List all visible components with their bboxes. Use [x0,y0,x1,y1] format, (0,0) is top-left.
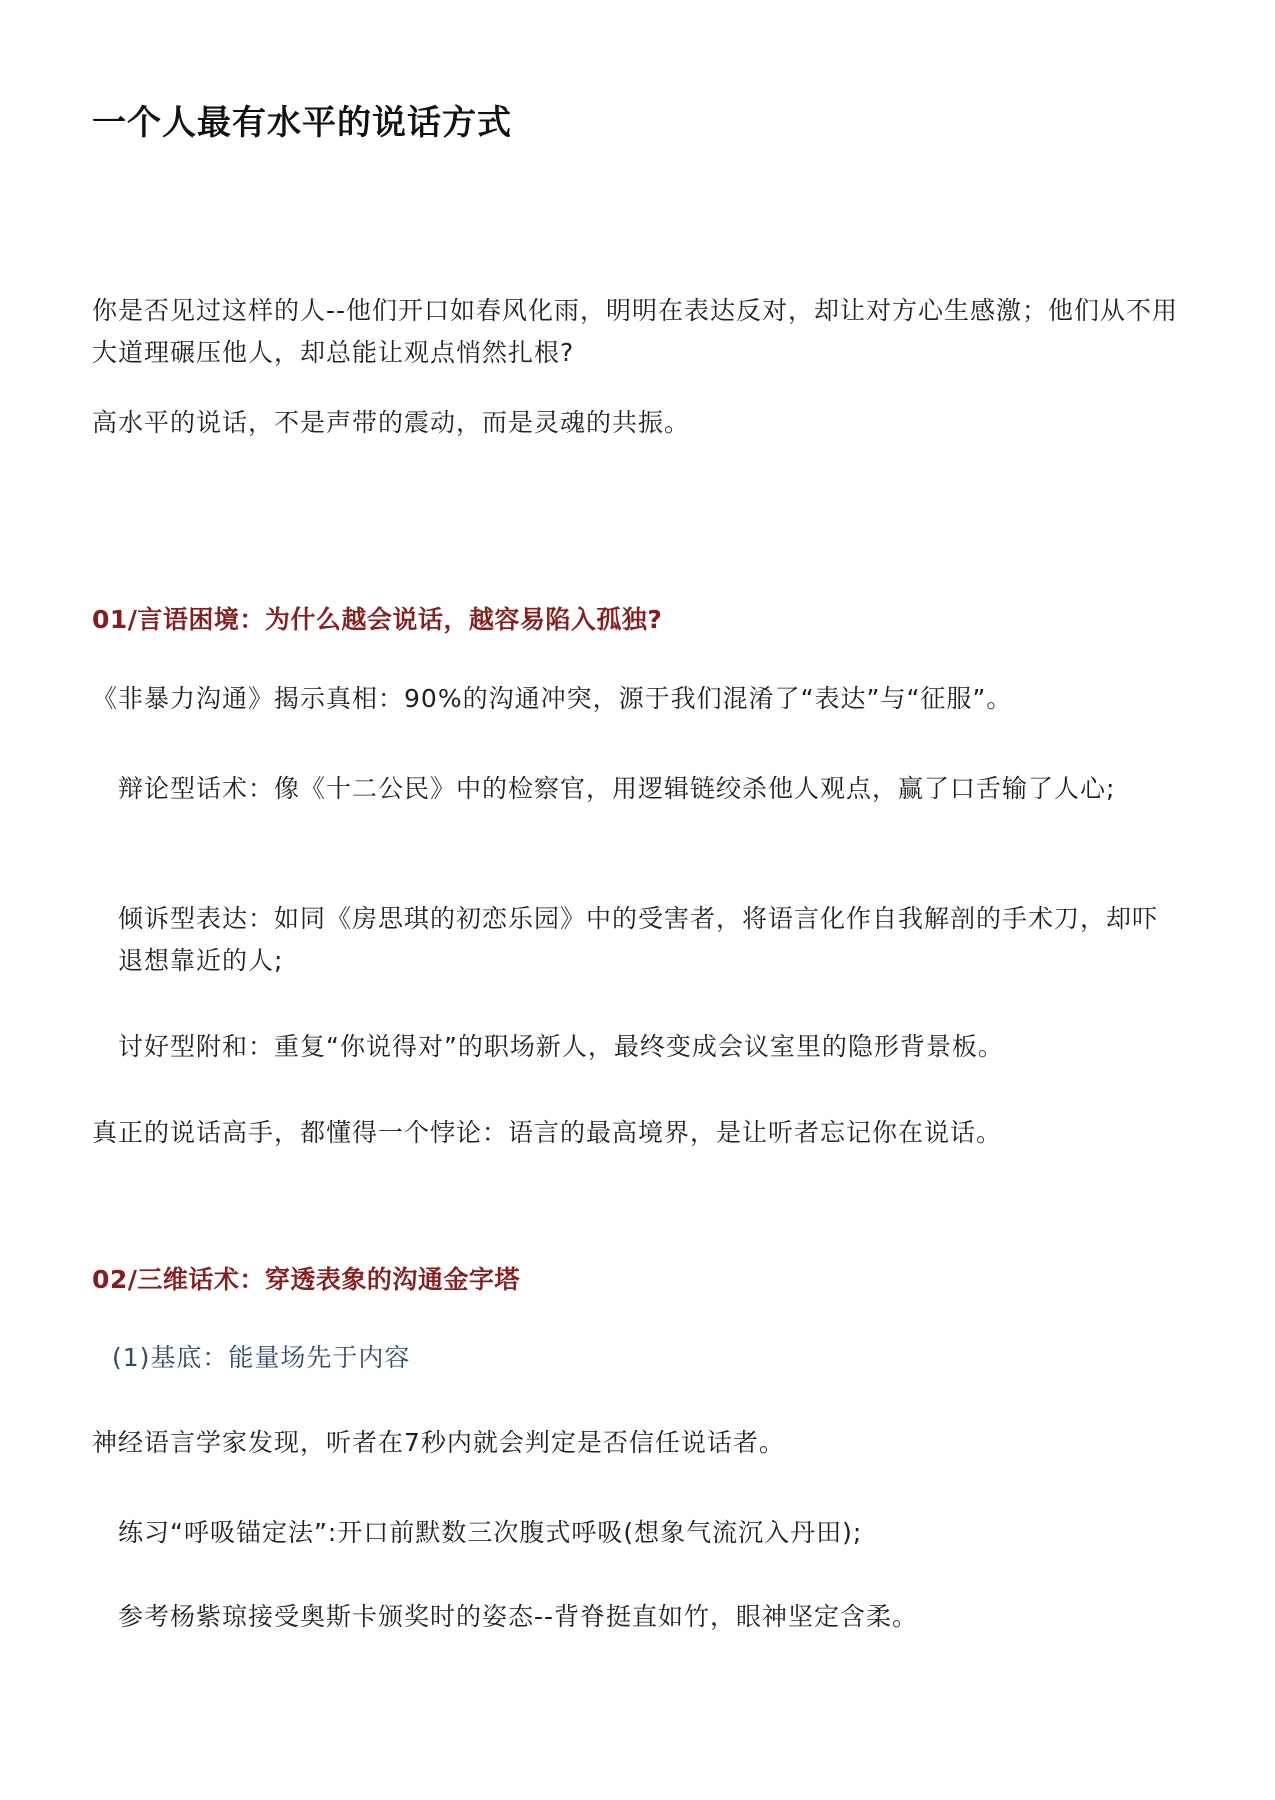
section-2-item-1: 练习“呼吸锚定法”:开口前默数三次腹式呼吸(想象气流沉入丹田); [118,1518,863,1547]
section-2-item-2: 参考杨紫琼接受奥斯卡颁奖时的姿态--背脊挺直如竹，眼神坚定含柔。 [118,1602,919,1631]
section-1-item-2: 倾诉型表达：如同《房思琪的初恋乐园》中的受害者，将语言化作自我解剖的手术刀，却吓退想靠近的人; [118,904,1159,975]
section-2-subheading: (1)基底：能量场先于内容 [112,1343,411,1372]
section-1-conclusion: 真正的说话高手，都懂得一个悖论：语言的最高境界，是让听者忘记你在说话。 [92,1118,1003,1147]
intro-paragraph-2: 高水平的说话，不是声带的震动，而是灵魂的共振。 [92,408,691,437]
section-1-heading: 01/言语困境：为什么越会说话，越容易陷入孤独? [92,605,663,634]
page-title: 一个人最有水平的说话方式 [92,103,512,143]
section-1-item-1: 辩论型话术：像《十二公民》中的检察官，用逻辑链绞杀他人观点，赢了口舌输了人心; [118,774,1116,803]
intro-paragraph-1: 你是否见过这样的人--他们开口如春风化雨，明明在表达反对，却让对方心生感激；他们从不用大道理碾压他人，却总能让观点悄然扎根? [92,296,1179,367]
section-1-item-3: 讨好型附和：重复“你说得对”的职场新人，最终变成会议室里的隐形背景板。 [118,1032,1004,1061]
section-2-lead: 神经语言学家发现，听者在7秒内就会判定是否信任说话者。 [92,1428,785,1457]
section-2-heading: 02/三维话术：穿透表象的沟通金字塔 [92,1265,520,1294]
section-1-lead: 《非暴力沟通》揭示真相：90%的沟通冲突，源于我们混淆了“表达”与“征服”。 [92,684,1013,713]
